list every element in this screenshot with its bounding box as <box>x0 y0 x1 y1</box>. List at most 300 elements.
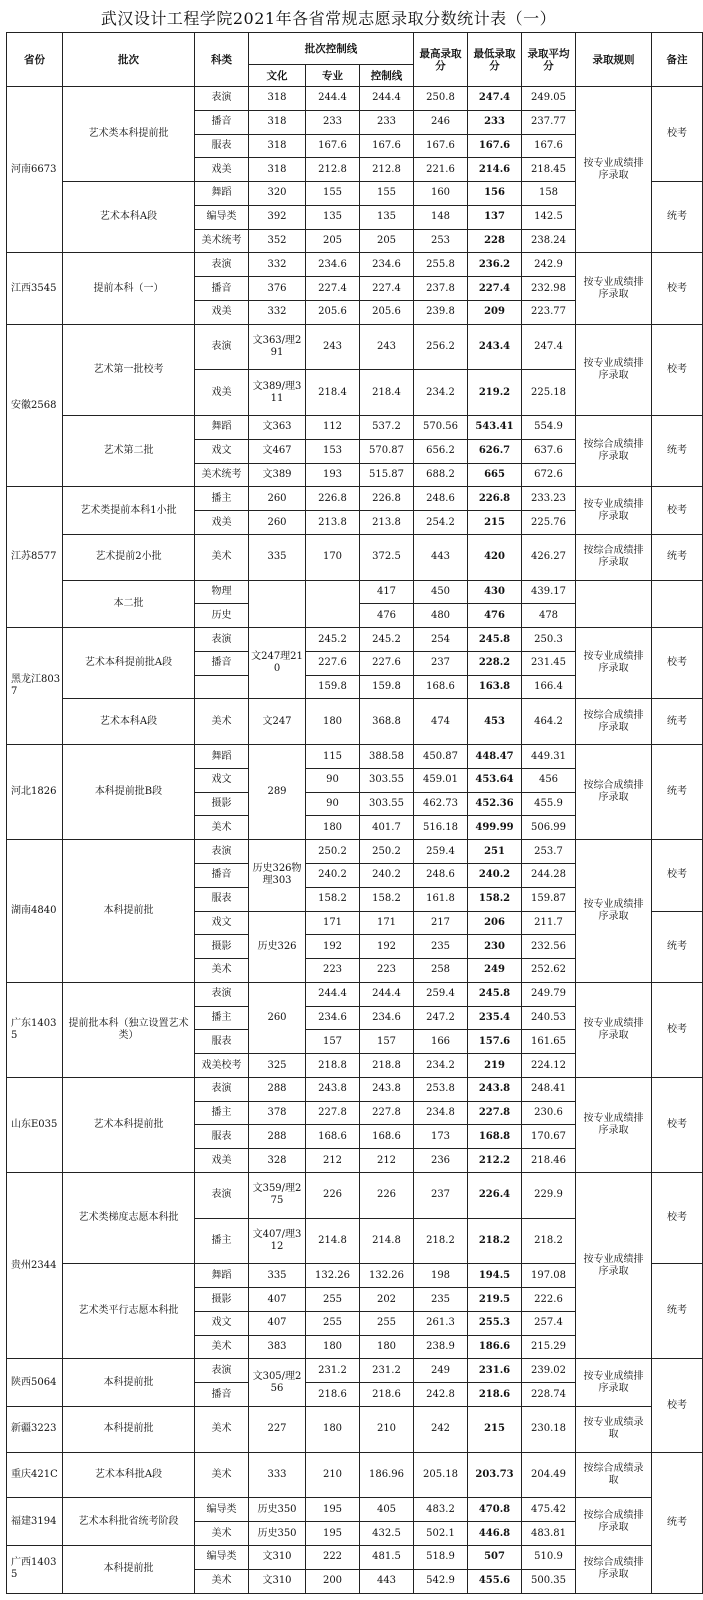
min-score-cell: 214.6 <box>468 158 522 182</box>
culture-score-cell: 289 <box>249 745 306 840</box>
header-major: 专业 <box>306 65 360 87</box>
avg-score-cell: 170.67 <box>522 1125 576 1149</box>
max-score-cell: 459.01 <box>414 768 468 792</box>
avg-score-cell: 167.6 <box>522 134 576 158</box>
batch-cell: 艺术本科批A段 <box>63 1452 195 1498</box>
major-score-cell: 200 <box>306 1569 360 1593</box>
min-score-cell: 249 <box>468 959 522 983</box>
major-score-cell: 231.2 <box>306 1359 360 1383</box>
max-score-cell: 234.8 <box>414 1101 468 1125</box>
major-score-cell: 157 <box>306 1030 360 1054</box>
max-score-cell: 450 <box>414 580 468 604</box>
subject-cell: 表演 <box>195 1172 249 1218</box>
min-score-cell: 218.6 <box>468 1383 522 1407</box>
subject-cell: 播音 <box>195 277 249 301</box>
subject-cell: 表演 <box>195 1359 249 1383</box>
control-line-cell: 213.8 <box>360 511 414 535</box>
avg-score-cell: 142.5 <box>522 205 576 229</box>
control-line-cell: 202 <box>360 1288 414 1312</box>
subject-cell: 播音 <box>195 864 249 888</box>
table-row <box>7 1359 703 1383</box>
avg-score-cell: 483.81 <box>522 1522 576 1546</box>
control-line-cell: 388.58 <box>360 745 414 769</box>
major-score-cell: 244.4 <box>306 87 360 111</box>
max-score-cell: 173 <box>414 1125 468 1149</box>
major-score-cell: 223 <box>306 959 360 983</box>
avg-score-cell: 478 <box>522 604 576 628</box>
major-score-cell: 234.6 <box>306 253 360 277</box>
rule-cell: 按综合成绩排序录取 <box>576 534 652 580</box>
batch-cell: 艺术本科提前批A段 <box>63 628 195 699</box>
culture-score-cell: 378 <box>249 1101 306 1125</box>
note-cell: 校考 <box>652 1172 703 1263</box>
min-score-cell: 156 <box>468 182 522 206</box>
subject-cell: 表演 <box>195 840 249 864</box>
subject-cell: 舞蹈 <box>195 1264 249 1288</box>
max-score-cell: 234.2 <box>414 1054 468 1078</box>
subject-cell: 美术 <box>195 959 249 983</box>
major-score-cell: 180 <box>306 1335 360 1359</box>
page-title: 武汉设计工程学院2021年各省常规志愿录取分数统计表（一） <box>100 9 557 28</box>
table-row <box>7 1077 703 1101</box>
min-score-cell: 219.5 <box>468 1288 522 1312</box>
min-score-cell: 455.6 <box>468 1569 522 1593</box>
min-score-cell: 240.2 <box>468 864 522 888</box>
culture-score-cell: 文363 <box>249 416 306 440</box>
control-line-cell: 132.26 <box>360 1264 414 1288</box>
province-cell: 陕西5064 <box>7 1359 63 1407</box>
culture-score-cell: 文389/理311 <box>249 370 306 416</box>
rule-cell: 按专业成绩排序录取 <box>576 487 652 535</box>
batch-cell: 本科提前批 <box>63 1545 195 1593</box>
header-province: 省份 <box>7 33 63 87</box>
max-score-cell: 168.6 <box>414 675 468 699</box>
avg-score-cell: 225.76 <box>522 511 576 535</box>
avg-score-cell: 426.27 <box>522 534 576 580</box>
culture-score-cell <box>249 580 306 628</box>
max-score-cell: 205.18 <box>414 1452 468 1498</box>
province-cell: 湖南4840 <box>7 840 63 983</box>
major-score-cell: 250.2 <box>306 840 360 864</box>
avg-score-cell: 166.4 <box>522 675 576 699</box>
max-score-cell: 483.2 <box>414 1498 468 1522</box>
control-line-cell: 443 <box>360 1569 414 1593</box>
batch-cell: 艺术类提前本科1小批 <box>63 487 195 535</box>
rule-cell: 按综合成绩录取 <box>576 1452 652 1498</box>
major-score-cell: 226 <box>306 1172 360 1218</box>
max-score-cell: 167.6 <box>414 134 468 158</box>
subject-cell: 美术 <box>195 816 249 840</box>
subject-cell: 美术 <box>195 534 249 580</box>
control-line-cell: 214.8 <box>360 1218 414 1264</box>
min-score-cell: 243.8 <box>468 1077 522 1101</box>
major-score-cell: 195 <box>306 1522 360 1546</box>
subject-cell: 表演 <box>195 1077 249 1101</box>
table-body <box>7 87 703 1594</box>
table-row <box>7 1498 703 1522</box>
major-score-cell: 245.2 <box>306 628 360 652</box>
major-score-cell: 234.6 <box>306 1006 360 1030</box>
control-line-cell: 226 <box>360 1172 414 1218</box>
control-line-cell: 244.4 <box>360 982 414 1006</box>
culture-score-cell: 318 <box>249 87 306 111</box>
culture-score-cell: 407 <box>249 1288 306 1312</box>
province-cell: 河南6673 <box>7 87 63 253</box>
subject-cell: 戏美校考 <box>195 1054 249 1078</box>
avg-score-cell: 455.9 <box>522 792 576 816</box>
rule-cell: 按综合成绩排序录取 <box>576 1545 652 1593</box>
admission-score-table <box>6 32 688 1594</box>
min-score-cell: 137 <box>468 205 522 229</box>
note-cell: 校考 <box>652 1077 703 1172</box>
subject-cell: 舞蹈 <box>195 182 249 206</box>
culture-score-cell: 392 <box>249 205 306 229</box>
control-line-cell: 515.87 <box>360 463 414 487</box>
max-score-cell: 218.2 <box>414 1218 468 1264</box>
control-line-cell: 401.7 <box>360 816 414 840</box>
table-row <box>7 1452 703 1498</box>
max-score-cell: 166 <box>414 1030 468 1054</box>
subject-cell: 美术统考 <box>195 229 249 253</box>
control-line-cell: 405 <box>360 1498 414 1522</box>
min-score-cell: 219.2 <box>468 370 522 416</box>
subject-cell: 摄影 <box>195 935 249 959</box>
max-score-cell: 254.2 <box>414 511 468 535</box>
major-score-cell: 180 <box>306 1407 360 1453</box>
table-row <box>7 253 703 277</box>
subject-cell: 播主 <box>195 1218 249 1264</box>
max-score-cell: 443 <box>414 534 468 580</box>
max-score-cell: 261.3 <box>414 1311 468 1335</box>
avg-score-cell: 449.31 <box>522 745 576 769</box>
rule-cell: 按专业成绩排序录取 <box>576 1077 652 1172</box>
note-cell: 统考 <box>652 699 703 745</box>
min-score-cell: 446.8 <box>468 1522 522 1546</box>
min-score-cell: 247.4 <box>468 87 522 111</box>
major-score-cell: 170 <box>306 534 360 580</box>
major-score-cell: 205.6 <box>306 300 360 324</box>
batch-cell: 艺术本科提前批 <box>63 1077 195 1172</box>
control-line-cell: 205 <box>360 229 414 253</box>
subject-cell: 美术 <box>195 1335 249 1359</box>
subject-cell: 戏美 <box>195 511 249 535</box>
min-score-cell: 430 <box>468 580 522 604</box>
subject-cell: 播主 <box>195 1101 249 1125</box>
subject-cell: 戏文 <box>195 768 249 792</box>
note-cell: 校考 <box>652 628 703 699</box>
subject-cell: 摄影 <box>195 792 249 816</box>
max-score-cell: 462.73 <box>414 792 468 816</box>
subject-cell: 播音 <box>195 110 249 134</box>
batch-cell: 本科提前批 <box>63 1359 195 1407</box>
max-score-cell: 518.9 <box>414 1545 468 1569</box>
avg-score-cell: 554.9 <box>522 416 576 440</box>
culture-score-cell: 288 <box>249 1077 306 1101</box>
max-score-cell: 688.2 <box>414 463 468 487</box>
min-score-cell: 233 <box>468 110 522 134</box>
avg-score-cell: 637.6 <box>522 439 576 463</box>
max-score-cell: 237 <box>414 1172 468 1218</box>
subject-cell: 戏美 <box>195 1149 249 1173</box>
min-score-cell: 665 <box>468 463 522 487</box>
major-score-cell: 222 <box>306 1545 360 1569</box>
rule-cell <box>576 580 652 628</box>
max-score-cell: 474 <box>414 699 468 745</box>
header-rule: 录取规则 <box>576 33 652 87</box>
control-line-cell: 159.8 <box>360 675 414 699</box>
avg-score-cell: 215.29 <box>522 1335 576 1359</box>
min-score-cell: 236.2 <box>468 253 522 277</box>
culture-score-cell: 383 <box>249 1335 306 1359</box>
note-cell: 统考 <box>652 1264 703 1359</box>
max-score-cell: 480 <box>414 604 468 628</box>
subject-cell: 表演 <box>195 628 249 652</box>
max-score-cell: 236 <box>414 1149 468 1173</box>
province-cell: 广西14035 <box>7 1545 63 1593</box>
min-score-cell: 206 <box>468 911 522 935</box>
control-line-cell: 158.2 <box>360 887 414 911</box>
control-line-cell: 372.5 <box>360 534 414 580</box>
major-score-cell: 243.8 <box>306 1077 360 1101</box>
max-score-cell: 221.6 <box>414 158 468 182</box>
major-score-cell: 90 <box>306 792 360 816</box>
batch-cell: 提前本科（一） <box>63 253 195 324</box>
max-score-cell: 160 <box>414 182 468 206</box>
avg-score-cell: 456 <box>522 768 576 792</box>
subject-cell: 服表 <box>195 134 249 158</box>
max-score-cell: 198 <box>414 1264 468 1288</box>
subject-cell: 播音 <box>195 651 249 675</box>
major-score-cell: 112 <box>306 416 360 440</box>
min-score-cell: 219 <box>468 1054 522 1078</box>
min-score-cell: 227.8 <box>468 1101 522 1125</box>
culture-score-cell: 文389 <box>249 463 306 487</box>
culture-score-cell: 328 <box>249 1149 306 1173</box>
min-score-cell: 215 <box>468 511 522 535</box>
table-row <box>7 840 703 864</box>
avg-score-cell: 218.2 <box>522 1218 576 1264</box>
control-line-cell: 255 <box>360 1311 414 1335</box>
control-line-cell: 243.8 <box>360 1077 414 1101</box>
min-score-cell: 194.5 <box>468 1264 522 1288</box>
table-row <box>7 487 703 511</box>
note-cell: 统考 <box>652 534 703 580</box>
max-score-cell: 234.2 <box>414 370 468 416</box>
culture-score-cell: 文467 <box>249 439 306 463</box>
major-score-cell: 195 <box>306 1498 360 1522</box>
min-score-cell: 215 <box>468 1407 522 1453</box>
avg-score-cell: 500.35 <box>522 1569 576 1593</box>
table-row <box>7 534 703 580</box>
culture-score-cell: 历史326物理303 <box>249 840 306 911</box>
major-score-cell: 168.6 <box>306 1125 360 1149</box>
avg-score-cell: 252.62 <box>522 959 576 983</box>
major-score-cell: 167.6 <box>306 134 360 158</box>
avg-score-cell: 239.02 <box>522 1359 576 1383</box>
max-score-cell: 148 <box>414 205 468 229</box>
avg-score-cell: 506.99 <box>522 816 576 840</box>
min-score-cell: 203.73 <box>468 1452 522 1498</box>
major-score-cell: 171 <box>306 911 360 935</box>
batch-cell: 提前批本科（独立设置艺术类） <box>63 982 195 1077</box>
table-row <box>7 1172 703 1218</box>
max-score-cell: 502.1 <box>414 1522 468 1546</box>
min-score-cell: 420 <box>468 534 522 580</box>
min-score-cell: 255.3 <box>468 1311 522 1335</box>
culture-score-cell: 260 <box>249 982 306 1053</box>
subject-cell: 编导类 <box>195 1498 249 1522</box>
subject-cell: 编导类 <box>195 1545 249 1569</box>
subject-cell: 表演 <box>195 324 249 370</box>
min-score-cell: 186.6 <box>468 1335 522 1359</box>
control-line-cell: 537.2 <box>360 416 414 440</box>
avg-score-cell: 253.7 <box>522 840 576 864</box>
control-line-cell: 570.87 <box>360 439 414 463</box>
avg-score-cell: 159.87 <box>522 887 576 911</box>
avg-score-cell: 228.74 <box>522 1383 576 1407</box>
subject-cell: 播音 <box>195 1383 249 1407</box>
max-score-cell: 161.8 <box>414 887 468 911</box>
avg-score-cell: 225.18 <box>522 370 576 416</box>
control-line-cell: 186.96 <box>360 1452 414 1498</box>
control-line-cell: 240.2 <box>360 864 414 888</box>
subject-cell: 美术统考 <box>195 463 249 487</box>
header-max: 最高录取分 <box>414 33 468 87</box>
max-score-cell: 256.2 <box>414 324 468 370</box>
avg-score-cell: 222.6 <box>522 1288 576 1312</box>
avg-score-cell: 230.18 <box>522 1407 576 1453</box>
province-cell: 黑龙江8037 <box>7 628 63 745</box>
culture-score-cell: 文310 <box>249 1545 306 1569</box>
avg-score-cell: 161.65 <box>522 1030 576 1054</box>
major-score-cell: 212.8 <box>306 158 360 182</box>
note-cell: 校考 <box>652 487 703 535</box>
max-score-cell: 235 <box>414 1288 468 1312</box>
major-score-cell: 227.6 <box>306 651 360 675</box>
culture-score-cell: 文407/理312 <box>249 1218 306 1264</box>
major-score-cell: 153 <box>306 439 360 463</box>
control-line-cell: 167.6 <box>360 134 414 158</box>
avg-score-cell: 249.79 <box>522 982 576 1006</box>
avg-score-cell: 197.08 <box>522 1264 576 1288</box>
max-score-cell: 242.8 <box>414 1383 468 1407</box>
table-row <box>7 699 703 745</box>
major-score-cell: 180 <box>306 699 360 745</box>
max-score-cell: 253 <box>414 229 468 253</box>
min-score-cell: 226.4 <box>468 1172 522 1218</box>
control-line-cell: 227.6 <box>360 651 414 675</box>
culture-score-cell: 325 <box>249 1054 306 1078</box>
batch-cell: 本二批 <box>63 580 195 628</box>
avg-score-cell: 237.77 <box>522 110 576 134</box>
header-row-1 <box>7 33 703 65</box>
max-score-cell: 542.9 <box>414 1569 468 1593</box>
subject-cell: 美术 <box>195 1522 249 1546</box>
culture-score-cell: 260 <box>249 511 306 535</box>
subject-cell: 摄影 <box>195 1288 249 1312</box>
control-line-cell: 303.55 <box>360 768 414 792</box>
min-score-cell: 167.6 <box>468 134 522 158</box>
max-score-cell: 242 <box>414 1407 468 1453</box>
subject-cell: 美术 <box>195 1569 249 1593</box>
culture-score-cell: 文305/理256 <box>249 1359 306 1407</box>
control-line-cell: 180 <box>360 1335 414 1359</box>
batch-cell: 艺术第二批 <box>63 416 195 487</box>
major-score-cell: 244.4 <box>306 982 360 1006</box>
min-score-cell: 251 <box>468 840 522 864</box>
control-line-cell: 250.2 <box>360 840 414 864</box>
max-score-cell: 450.87 <box>414 745 468 769</box>
header-batch: 批次 <box>63 33 195 87</box>
note-cell: 统考 <box>652 911 703 982</box>
note-cell: 校考 <box>652 324 703 415</box>
control-line-cell: 171 <box>360 911 414 935</box>
control-line-cell: 192 <box>360 935 414 959</box>
table-row <box>7 1407 703 1453</box>
rule-cell: 按专业成绩排序录取 <box>576 840 652 983</box>
max-score-cell: 259.4 <box>414 982 468 1006</box>
avg-score-cell: 439.17 <box>522 580 576 604</box>
min-score-cell: 626.7 <box>468 439 522 463</box>
major-score-cell: 218.8 <box>306 1054 360 1078</box>
avg-score-cell: 224.12 <box>522 1054 576 1078</box>
culture-score-cell: 历史350 <box>249 1498 306 1522</box>
major-score-cell: 255 <box>306 1311 360 1335</box>
control-line-cell: 135 <box>360 205 414 229</box>
major-score-cell: 218.6 <box>306 1383 360 1407</box>
subject-cell: 舞蹈 <box>195 416 249 440</box>
control-line-cell: 168.6 <box>360 1125 414 1149</box>
min-score-cell: 245.8 <box>468 982 522 1006</box>
culture-score-cell: 文359/理275 <box>249 1172 306 1218</box>
major-score-cell: 210 <box>306 1452 360 1498</box>
subject-cell: 表演 <box>195 87 249 111</box>
control-line-cell: 244.4 <box>360 87 414 111</box>
culture-score-cell: 333 <box>249 1452 306 1498</box>
batch-cell: 艺术类平行志愿本科批 <box>63 1264 195 1359</box>
max-score-cell: 237.8 <box>414 277 468 301</box>
culture-score-cell: 407 <box>249 1311 306 1335</box>
province-cell: 江苏8577 <box>7 487 63 628</box>
min-score-cell: 507 <box>468 1545 522 1569</box>
control-line-cell: 245.2 <box>360 628 414 652</box>
header-min: 最低录取分 <box>468 33 522 87</box>
major-score-cell: 255 <box>306 1288 360 1312</box>
major-score-cell: 180 <box>306 816 360 840</box>
culture-score-cell: 335 <box>249 534 306 580</box>
avg-score-cell: 218.45 <box>522 158 576 182</box>
major-score-cell: 233 <box>306 110 360 134</box>
major-score-cell: 115 <box>306 745 360 769</box>
control-line-cell: 157 <box>360 1030 414 1054</box>
min-score-cell: 470.8 <box>468 1498 522 1522</box>
max-score-cell: 248.6 <box>414 487 468 511</box>
rule-cell: 按综合成绩排序录取 <box>576 745 652 840</box>
header-avg: 录取平均分 <box>522 33 576 87</box>
min-score-cell: 227.4 <box>468 277 522 301</box>
major-score-cell: 227.8 <box>306 1101 360 1125</box>
control-line-cell: 218.4 <box>360 370 414 416</box>
control-line-cell: 226.8 <box>360 487 414 511</box>
avg-score-cell: 247.4 <box>522 324 576 370</box>
major-score-cell: 227.4 <box>306 277 360 301</box>
control-line-cell: 303.55 <box>360 792 414 816</box>
control-line-cell: 234.6 <box>360 253 414 277</box>
min-score-cell: 158.2 <box>468 887 522 911</box>
subject-cell: 戏美 <box>195 300 249 324</box>
header-control-group: 批次控制线 <box>249 33 414 65</box>
batch-cell: 艺术本科批省统考阶段 <box>63 1498 195 1546</box>
